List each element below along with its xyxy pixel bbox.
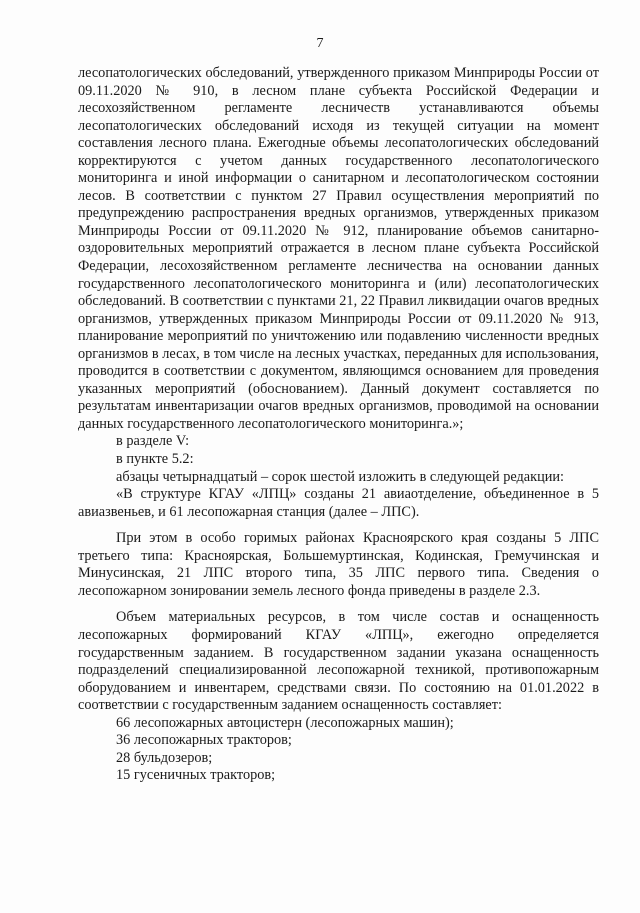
paragraph-point-5-2: в пункте 5.2: [116, 451, 194, 468]
list-item-fire-tankers: 66 лесопожарных автоцистерн (лесопожарных машин); [116, 714, 454, 731]
paragraph-kgau-structure: «В структуре КГАУ «ЛПЦ» созданы 21 авиаотделение, объединенное в 5 авиазвеньев, и 61 лесопожарная станция (далее – ЛПС). [78, 486, 599, 520]
document-body [78, 65, 599, 785]
list-item-bulldozers: 28 бульдозеров; [116, 749, 213, 766]
paragraph-lesopathology-plans: лесопатологических обследований, утвержденного приказом Минприроды России от 09.11.2020 № 910, в лесном плане субъекта Российской Федерации и лесохозяйственном регламенте лесничеств устанавливаются объемы лесопатологических обследований исходя из текущей ситуации на момент составления лесного плана. Ежегодные объемы лесопатологических обследований корректируются с учетом данных государственного лесопатологического мониторинга и иной информации о санитарном и лесопатологическом состоянии лесов. В соответствии с пунктом 27 Правил осуществления мероприятий по предупреждению распространения вредных организмов, утвержденных приказом Минприроды России от 09.11.2020 № 912, планирование объемов санитарно-оздоровительных мероприятий отражается в лесном плане субъекта Российской Федерации, лесохозяйственном регламенте лесничества на основании данных государственного лесопатологического мониторинга и (или) лесопатологических обследований. В соответствии с пунктами 21, 22 Правил ликвидации очагов вредных организмов, утвержденных приказом Минприроды России от 09.11.2020 № 913, планирование мероприятий по уничтожению или подавлению численности вредных организмов в лесах, в том числе на лесных участках, переданных для использования, проводится в соответствии с документом, являющимся основанием для проведения указанных мероприятий (обоснованием). Данный документ составляется по результатам инвентаризации очагов вредных организмов, проводимой на основании данных государственного лесопатологического мониторинга.»; [78, 65, 599, 432]
list-item-crawler-tractors: 15 гусеничных тракторов; [116, 767, 276, 784]
paragraph-amendment-instruction: абзацы четырнадцатый – сорок шестой изложить в следующей редакции: [116, 468, 565, 485]
list-item-fire-tractors: 36 лесопожарных тракторов; [116, 732, 292, 749]
paragraph-material-resources: Объем материальных ресурсов, в том числе состав и оснащенность лесопожарных формирований КГАУ «ЛПЦ», ежегодно определяется государственным заданием. В государственном задании указана оснащенность подразделений специализированной лесопожарной техникой, противопожарным оборудованием и инвентарем, средствами связи. По состоянию на 01.01.2022 в соответствии с государственным заданием оснащенность составляет: [78, 609, 599, 714]
paragraph-section-v: в разделе V: [116, 433, 190, 450]
page-number: 7 [316, 36, 324, 51]
paragraph-lps-types: При этом в особо горимых районах Красноярского края созданы 5 ЛПС третьего типа: Красноярская, Большемуртинская, Кодинская, Гремучинская и Минусинская, 21 ЛПС второго типа, 35 ЛПС первого типа. Сведения о лесопожарном зонировании земель лесного фонда приведены в разделе 2.3. [78, 530, 599, 599]
